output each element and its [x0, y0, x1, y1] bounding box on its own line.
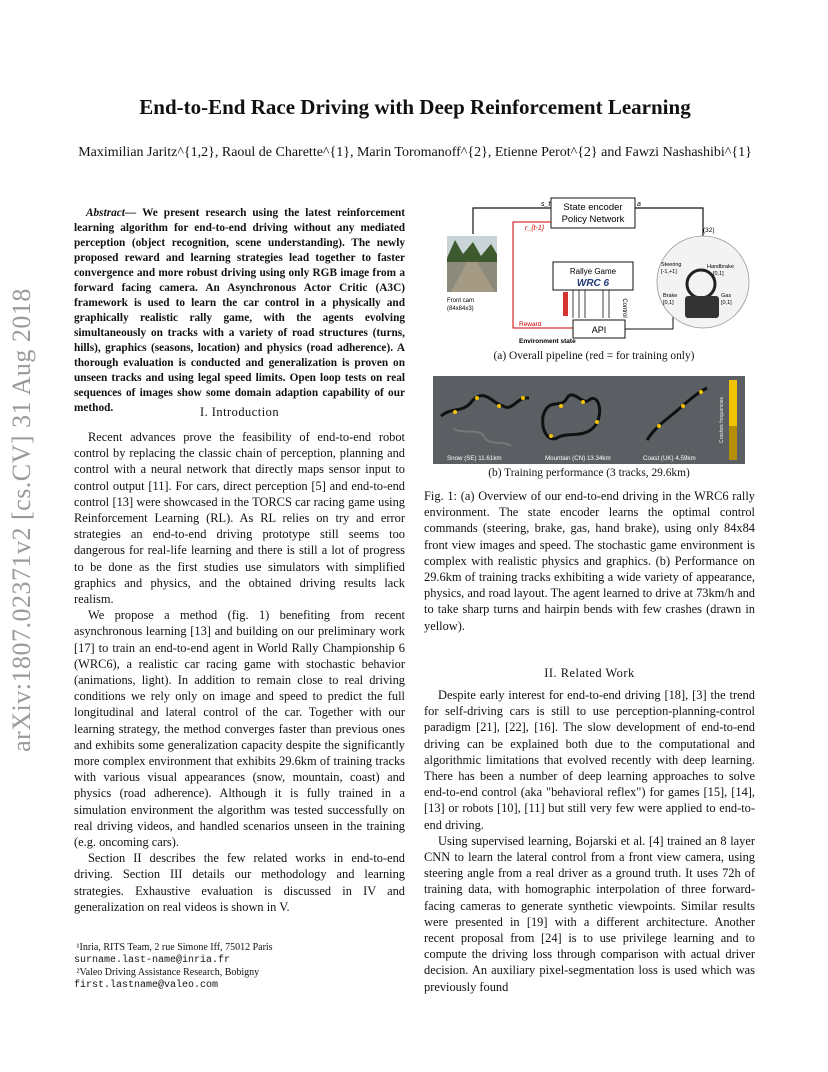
wrc6-logo: WRC 6 [576, 278, 610, 289]
related-heading: II. Related Work [544, 666, 635, 680]
rallye-game-label: Rallye Game [569, 267, 617, 276]
reward-label: Reward [519, 321, 542, 328]
handbrake-label: Handbrake [707, 264, 734, 270]
related-paragraph-2: Using supervised learning, Bojarski et al. [4] trained an 8 layer CNN to learn the lateral control from a front view camera, using steering angle from a real driver as a ground truth. It uses 72h of training data, with homographic interpolation of three forward-facing cameras to generate synthetic viewpoints. Similar results were presented in [19] with a different architecture. Another recent proposal from [24] is to use privilege learning and to compute the driving loss through comparison with actual driver decision. An auxiliary pixel-segmentation loss is used which was previously found [424, 833, 755, 994]
intro-heading: I. Introduction [199, 405, 280, 419]
caption-b: (b) Training performance (3 tracks, 29.6km) [488, 467, 690, 479]
action-symbol: a [637, 201, 641, 208]
footnote-1: ¹Inria, RITS Team, 2 rue Simone Iff, 75012 Paris [76, 942, 273, 953]
control-label: Control [621, 298, 627, 318]
intro-paragraph-3: Section II describes the few related works in end-to-end driving. Section III details our methodology and learning strategies. Exhaustive evaluation is discussed in IV and generalization on real videos is shown in V. [74, 851, 405, 914]
abstract [74, 206, 405, 416]
io-arrows [573, 290, 609, 318]
state-encoder-label: State encoder [563, 202, 623, 213]
intro-section [74, 429, 405, 915]
steering-label: Steering [661, 262, 682, 268]
abstract-label: Abstract— [86, 207, 137, 219]
abstract-text: We present research using the latest reinforcement learning algorithm for end-to-end driving without any mediated perception (object recognition, scene understanding). The newly proposed reward and learning strategies lead together to faster convergence and more robust driving using only RGB image from a forward facing camera. An Asynchronous Actor Critic (A3C) framework is used to learn the car control in a physically and graphically realistic rally game, with the agents evolving simultaneously on tracks with a variety of road structures (turns, hills), graphics (seasons, location) and physics (road adherence). A thorough evaluation is conducted and generalization is proven on unseen tracks and using legal speed limits. Open loop tests on real sequences of images show some domain adaption capability of our method. [74, 207, 405, 414]
caption-a: (a) Overall pipeline (red = for training only) [493, 350, 695, 362]
pipeline-diagram [433, 196, 755, 348]
pipeline-loop-right [628, 208, 703, 236]
track-label-coast: Coast (UK) 4.59km [643, 455, 696, 462]
footnote-2-email: first.lastname@valeo.com [74, 979, 219, 991]
front-cam-label: Front cam [447, 298, 475, 304]
api-label: API [591, 325, 607, 335]
brake-range: [0,1] [663, 300, 674, 306]
footnote-2: ²Valeo Driving Assistance Research, Bobigny [76, 967, 260, 978]
policy-network-label: Policy Network [561, 214, 625, 225]
track-label-snow: Snow (SE) 11.61km [447, 455, 502, 462]
footnotes [74, 942, 405, 992]
pedals-icon [685, 296, 719, 318]
related-work-section [424, 687, 755, 995]
reward-signal-bar [563, 292, 568, 316]
intro-paragraph-2: We propose a method (fig. 1) benefiting from recent asynchronous learning [13] and building on our preliminary work [17] to train an end-to-end agent in World Rally Championship 6 (WRC6), a realistic car racing game with stochastic behavior (animations, light). In addition to remain close to real driving conditions we rely only on image and speed to predict the full longitudinal and lateral control of the car. Together with our learning strategy, the method converges faster than previous ones and exhibits some generalization capacity despite the significantly more complex environment that exhibits 29.6km of training tracks with various visual appearances (snow, mountain, coast) and physics (road adherence). Although it is fully trained in a simulation environment the algorithm was tested successfully on real driving videos, and handled scenarios unseen in the training (e.g. oncoming cars). [74, 608, 405, 850]
steering-range: [-1,+1] [661, 269, 677, 275]
figure-1-caption: Fig. 1: (a) Overview of our end-to-end driving in the WRC6 rally environment. The state encoder learns the optimal control commands (steering, brake, gas, hand brake), using only 84x84 front view images and speed. The stochastic game environment is complex with realistic physics and graphics. (b) Performance on 29.6km of training tracks exhibiting a wide variety of appearance, physics, and road layout. The agent learned to drive at 73km/h and to take sharp turns and hairpin bends with few crashes (drawn in yellow). [424, 489, 755, 633]
reward-symbol: r_{t-1} [525, 225, 545, 232]
env-state-label: Environment state [519, 338, 576, 345]
arxiv-id-text: arXiv:1807.02371v2 [cs.CV] 31 Aug 2018 [7, 288, 36, 752]
state-symbol: s_t [541, 201, 551, 208]
training-tracks-image [433, 376, 745, 464]
colorbar-label: Crashes frequencies [719, 397, 725, 443]
brake-label: Brake [663, 293, 678, 299]
action-dim: (32) [703, 227, 715, 234]
handbrake-range: [0,1] [713, 271, 724, 277]
intro-paragraph-1: Recent advances prove the feasibility of end-to-end robot control by replacing the classic chain of perception, planning and control with a neural network that directly maps sensor input to control output [11]. For cars, direct perception [5] and end-to-end control [13] were showcased in the TORCS car racing game using Reinforcement Learning (RL). As RL relies on try and error strategies an end-to-end driving prototype still seems too dangerous for real-life learning and there is still a lot of progress to be done as the first studies use simulators with simplified graphics and physics, and the obtained driving results lack realism. [74, 430, 405, 607]
gas-label: Gas [721, 293, 732, 299]
footnote-1-email: surname.last-name@inria.fr [74, 954, 231, 966]
front-cam-dims: (84x84x3) [447, 306, 474, 312]
gas-range: [0,1] [721, 300, 732, 306]
author-list: Maximilian Jaritz^{1,2}, Raoul de Charette^{1}, Marin Toromanoff^{2}, Etienne Perot^{2} and Fawzi Nashashibi^{1} [78, 145, 752, 160]
related-paragraph-1: Despite early interest for end-to-end driving [18], [3] the trend for self-driving cars is still to use perception-planning-control paradigm [21], [22], [16]. The slow development of end-to-end driving can be explained both due to the computational and algorithmic limitations that evolved recently with deep learning. There has been a number of deep learning approaches to solve end-to-end control (aka "behavioral reflex") for games [15], [14], [13] or robots [10], [11] but still very few were applied to end-to-end driving. [424, 688, 755, 832]
track-label-mountain: Mountain (CN) 13.34km [545, 455, 611, 462]
paper-title: End-to-End Race Driving with Deep Reinforcement Learning [139, 95, 691, 119]
